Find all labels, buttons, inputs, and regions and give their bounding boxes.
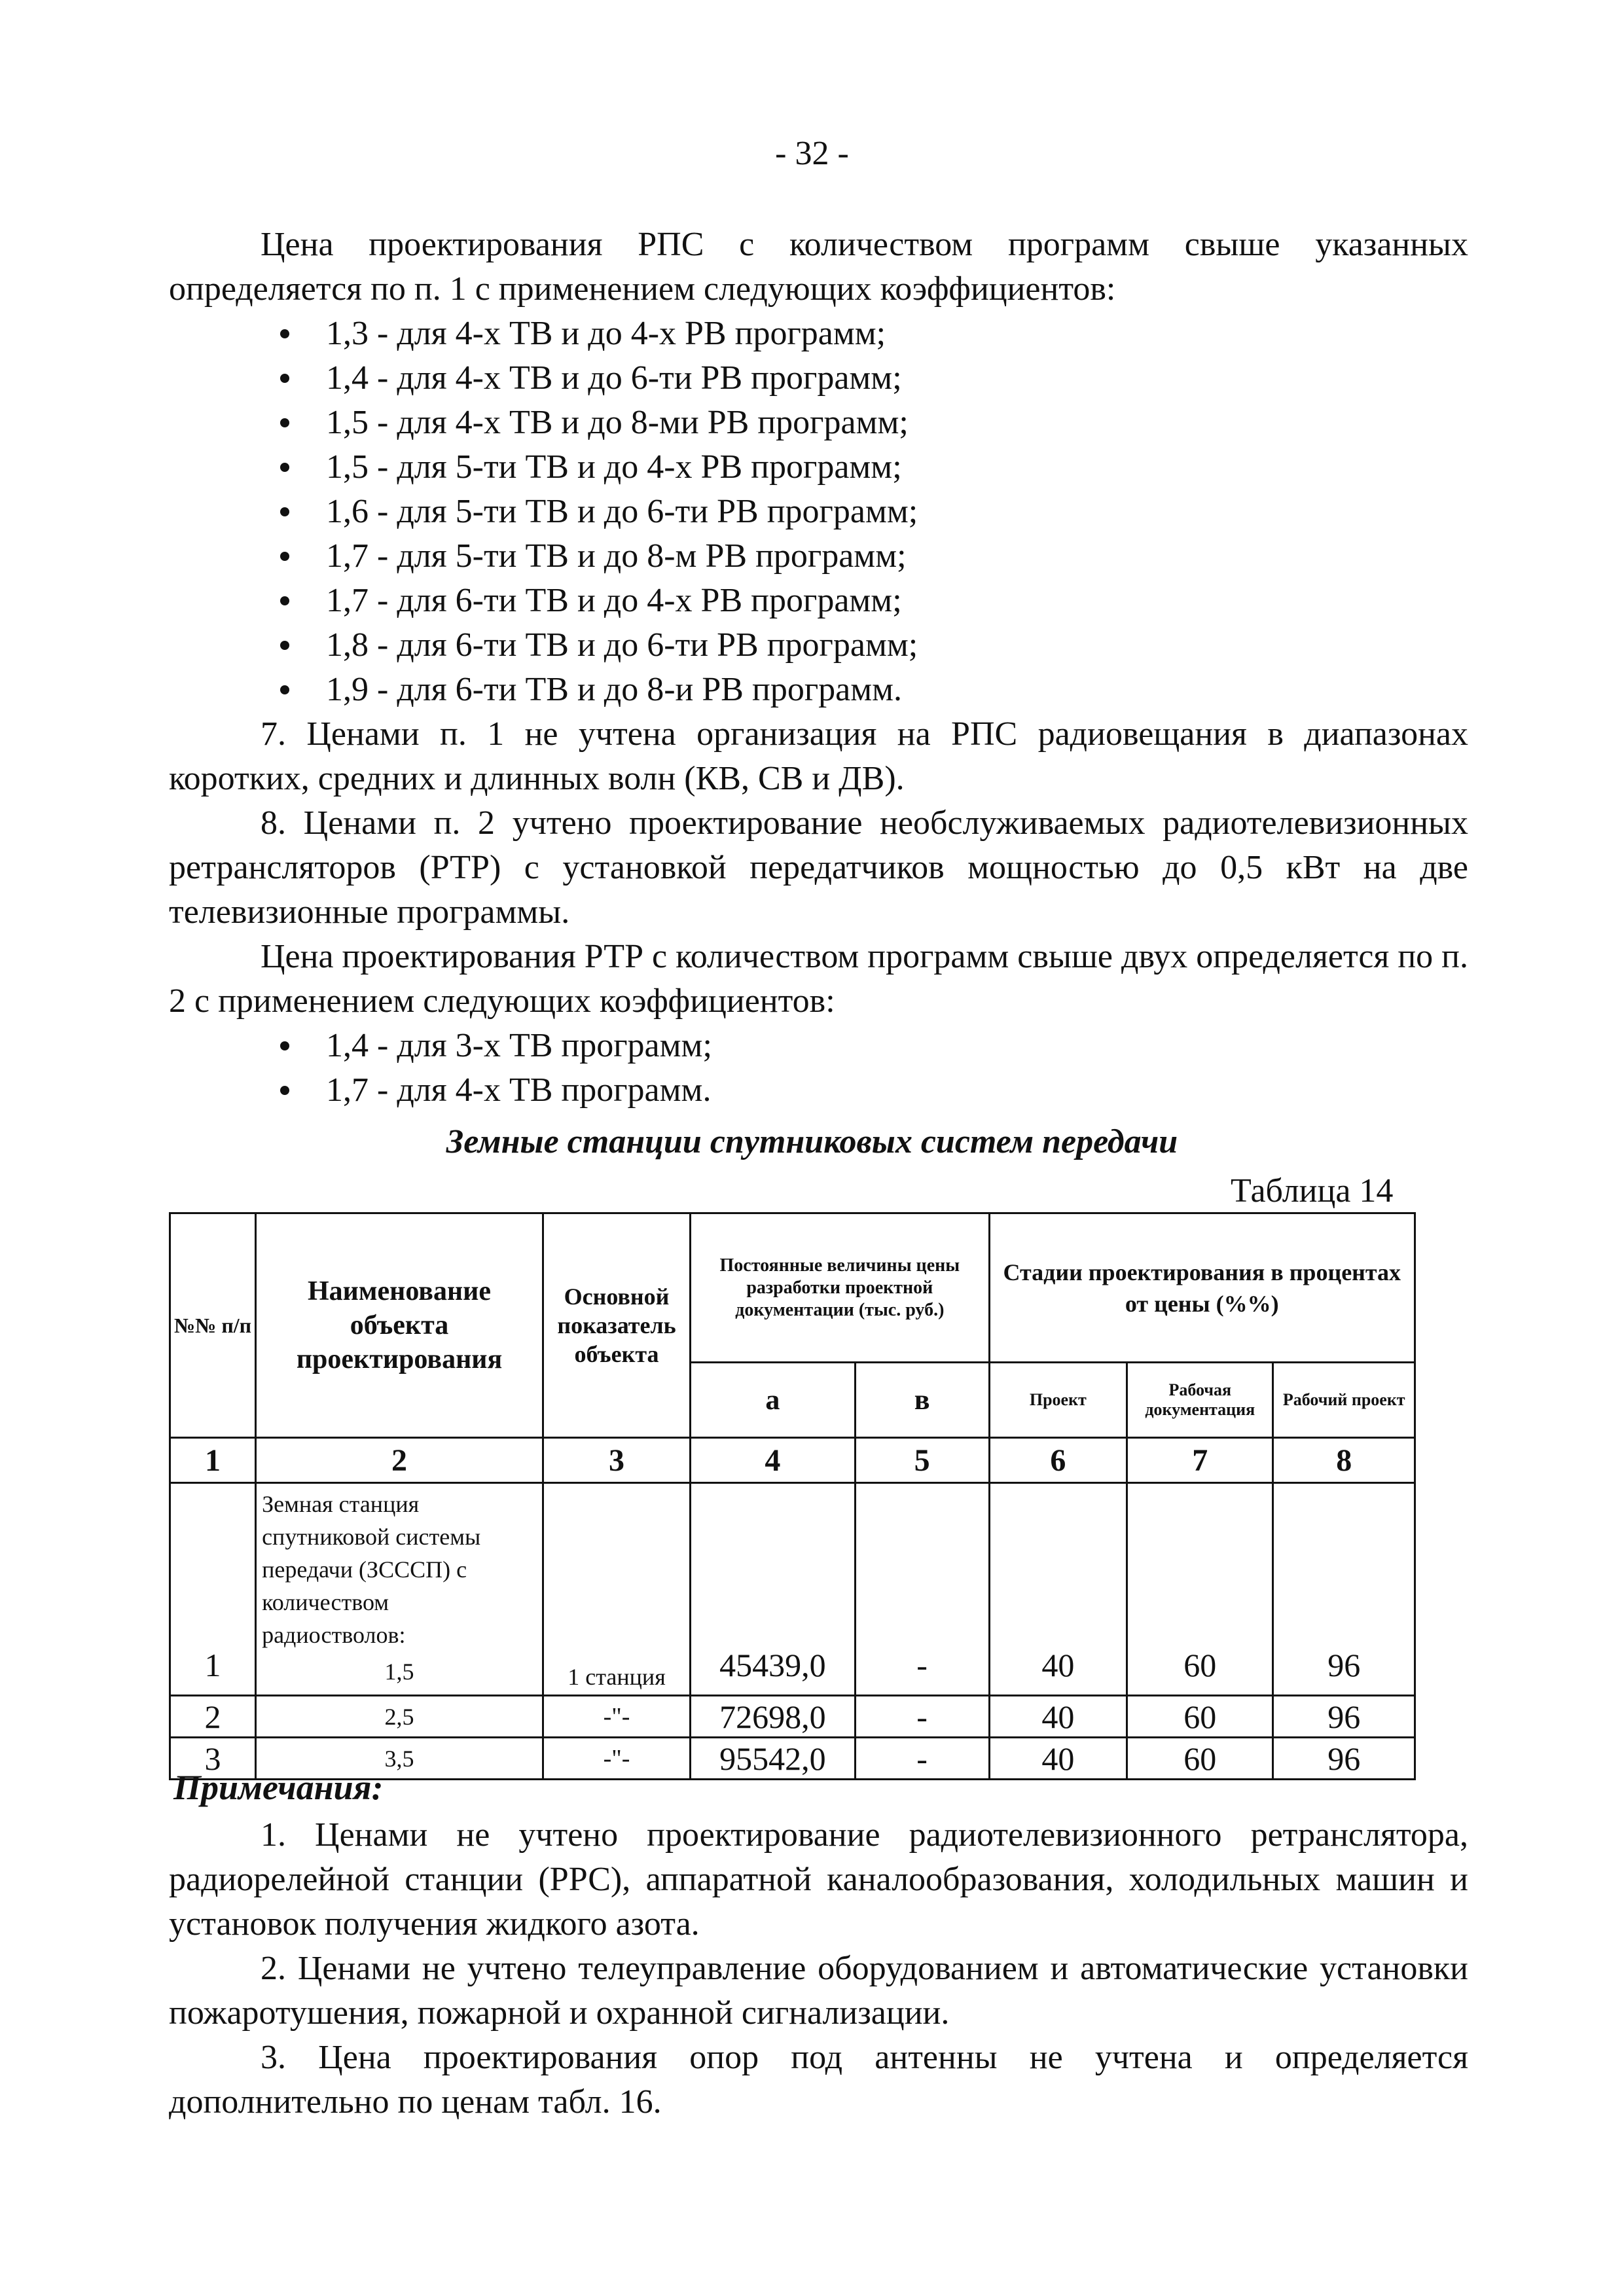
percent-working-docs: 60 [1127, 1738, 1273, 1780]
list-item: 1,6 - для 5-ти ТВ и до 6-ти РВ программ; [169, 490, 1468, 534]
bullet-icon [280, 1086, 289, 1095]
column-number: 1 [170, 1438, 256, 1483]
bullet-icon [280, 1041, 289, 1050]
column-number: 8 [1273, 1438, 1415, 1483]
percent-working-docs: 60 [1127, 1483, 1273, 1696]
indicator-value: -"- [543, 1738, 690, 1780]
list-item: 1,8 - для 6-ти ТВ и до 6-ти РВ программ; [169, 623, 1468, 668]
value-v: - [855, 1696, 989, 1738]
value-v: - [855, 1738, 989, 1780]
percent-project: 40 [989, 1696, 1127, 1738]
header-project: Проект [989, 1363, 1127, 1438]
list-item: 1,4 - для 3-х ТВ программ; [169, 1024, 1468, 1068]
notes-section [169, 1813, 1468, 2125]
percent-project: 40 [989, 1738, 1127, 1780]
row-number: 2 [170, 1696, 256, 1738]
header-number: №№ п/п [170, 1213, 256, 1438]
list-item: 1,5 - для 5-ти ТВ и до 4-х РВ программ; [169, 445, 1468, 490]
notes-title: Примечания: [173, 1768, 384, 1807]
header-indicator: Основной показатель объекта [543, 1213, 690, 1438]
bullet-icon [280, 552, 289, 561]
list-item: 1,4 - для 4-х ТВ и до 6-ти РВ программ; [169, 356, 1468, 401]
list-item: 1,3 - для 4-х ТВ и до 4-х РВ программ; [169, 312, 1468, 356]
row-number: 3 [170, 1738, 256, 1780]
bullet-icon [280, 463, 289, 472]
table-label: Таблица 14 [1231, 1172, 1394, 1210]
percent-project: 40 [989, 1483, 1127, 1696]
item-7: 7. Ценами п. 1 не учтена организация на РПС радиовещания в диапазонах коротких, средних и длинных волн (КВ, СВ и ДВ). [169, 715, 1468, 797]
body-text-upper [169, 223, 1468, 1113]
note-item: 3. Цена проектирования опор под антенны не учтена и определяется дополнительно по ценам табл. 16. [169, 2039, 1468, 2121]
list-item: 1,7 - для 6-ти ТВ и до 4-х РВ программ; [169, 579, 1468, 623]
percent-working-project: 96 [1273, 1738, 1415, 1780]
header-design-stages: Стадии проектирования в процентах от цены (%%) [989, 1213, 1415, 1363]
channel-count: 1,5 [384, 1659, 414, 1685]
value-v: - [855, 1483, 989, 1696]
bullet-icon [280, 596, 289, 605]
header-object-name: Наименование объекта проектирования [256, 1213, 543, 1438]
list-item: 1,7 - для 5-ти ТВ и до 8-м РВ программ; [169, 534, 1468, 579]
percent-working-project: 96 [1273, 1483, 1415, 1696]
table-row [170, 1696, 1415, 1738]
header-v: в [855, 1363, 989, 1438]
list-item: 1,9 - для 6-ти ТВ и до 8-и РВ программ. [169, 668, 1468, 712]
percent-working-project: 96 [1273, 1696, 1415, 1738]
bullet-icon [280, 329, 289, 338]
header-a: а [691, 1363, 856, 1438]
bullet-icon [280, 507, 289, 516]
section-title: Земные станции спутниковых систем передачи [446, 1123, 1178, 1160]
list-item: 1,7 - для 4-х ТВ программ. [169, 1068, 1468, 1113]
bullet-icon [280, 374, 289, 383]
column-number: 3 [543, 1438, 690, 1483]
intro-paragraph: Цена проектирования РПС с количеством программ свыше указанных определяется по п. 1 с применением следующих коэффициентов: [169, 226, 1468, 308]
column-number: 6 [989, 1438, 1127, 1483]
note-item: 1. Ценами не учтено проектирование радиотелевизионного ретранслятора, радиорелейной станции (РРС), аппаратной каналообразования, холодильных машин и установок получения жидкого азота. [169, 1816, 1468, 1943]
table-row [170, 1483, 1415, 1696]
row-number: 1 [170, 1483, 256, 1696]
indicator-value: 1 станция [543, 1483, 690, 1696]
rtr-intro-paragraph: Цена проектирования РТР с количеством программ свыше двух определяется по п. 2 с применением следующих коэффициентов: [169, 938, 1468, 1020]
value-a: 45439,0 [691, 1483, 856, 1696]
channel-count: 2,5 [256, 1696, 543, 1738]
bullet-icon [280, 685, 289, 694]
coefficient-list-rps [169, 312, 1468, 712]
column-number: 4 [691, 1438, 856, 1483]
percent-working-docs: 60 [1127, 1696, 1273, 1738]
column-number: 2 [256, 1438, 543, 1483]
value-a: 95542,0 [691, 1738, 856, 1780]
bullet-icon [280, 641, 289, 650]
price-table [169, 1212, 1416, 1780]
column-number: 5 [855, 1438, 989, 1483]
coefficient-list-rtr [169, 1024, 1468, 1113]
list-item: 1,5 - для 4-х ТВ и до 8-ми РВ программ; [169, 401, 1468, 445]
channel-count: 3,5 [256, 1738, 543, 1780]
object-description: Земная станция спутниковой системы передачи (ЗСССП) с количеством радиостволов: [262, 1491, 481, 1648]
indicator-value: -"- [543, 1696, 690, 1738]
value-a: 72698,0 [691, 1696, 856, 1738]
item-8: 8. Ценами п. 2 учтено проектирование необслуживаемых радиотелевизионных ретрансляторов (РТР) с установкой передатчиков мощностью до 0,5 кВт на две телевизионные программы. [169, 804, 1468, 931]
column-number: 7 [1127, 1438, 1273, 1483]
note-item: 2. Ценами не учтено телеуправление оборудованием и автоматические установки пожаротушения, пожарной и охранной сигнализации. [169, 1950, 1468, 2032]
header-constant-values: Постоянные величины цены разработки проектной документации (тыс. руб.) [691, 1213, 989, 1363]
bullet-icon [280, 418, 289, 427]
page-number: - 32 - [775, 135, 849, 172]
header-working-project: Рабочий проект [1273, 1363, 1415, 1438]
header-working-docs: Рабочая документация [1127, 1363, 1273, 1438]
